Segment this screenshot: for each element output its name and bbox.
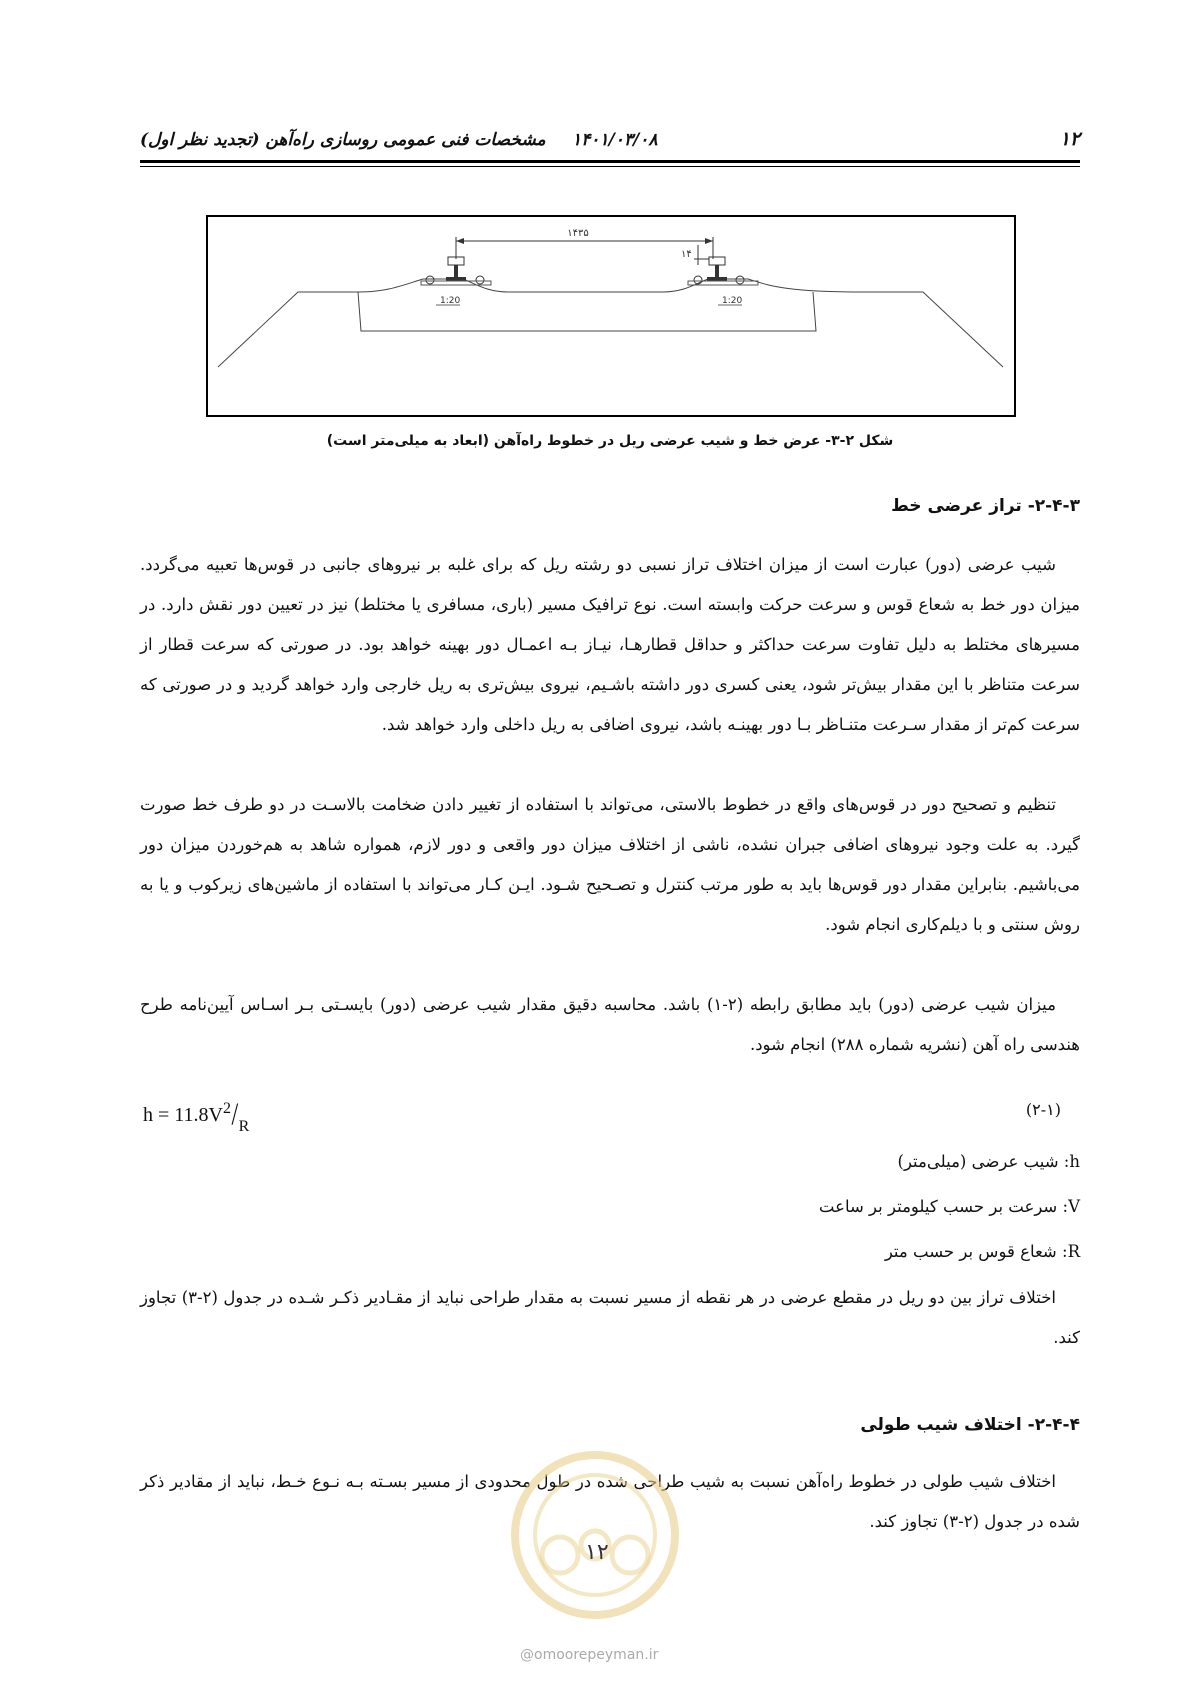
- paragraph-1: شیب عرضی (دور) عبارت است از میزان اختلاف تراز نسبی دو رشته ریل که برای غلبه بر نیروهای جانبی در قوس‌ها تعبیه می‌گردد. میزان دور خط به شعاع قوس و سرعت حرکت وابسته است. نوع ترافیک مسیر (باری، مسافری یا مختلط) نیز در تعیین دور نقش دارد. در مسیرهای مختلط به دلیل تفاوت سرعت حداکثر و حداقل قطارهـا، نیـاز بـه اعمـال دور بهینه خواهد بود. در صورتی که سرعت قطار از سرعت متناظر با این مقدار بیش‌تر شود، یعنی کسری دور داشته باشـیم، نیروی بیش‌تری به ریل خارجی وارد خواهد گردید و در صورتی که سرعت کم‌تر از مقدار سـرعت متنـاظر بـا دور بهینـه باشد، نیروی اضافی به ریل داخلی وارد خواهد شد.: [140, 555, 1080, 734]
- incl-left-label: 1:20: [440, 296, 461, 306]
- track-cross-section-figure: [206, 215, 1016, 417]
- paragraph-3: میزان شیب عرضی (دور) باید مطابق رابطه (۲-۱) باشد. محاسبه دقیق مقدار شیب عرضی (دور) بایسـتی بـر اسـاس آیین‌نامه طرح هندسی راه آهن (نشریه شماره ۲۸۸) انجام شود.: [140, 995, 1080, 1054]
- gauge-label: ۱۴۳۵: [567, 228, 589, 239]
- paragraph-2: تنظیم و تصحیح دور در قوس‌های واقع در خطوط بالاستی، می‌تواند با استفاده از تغییر دادن ضخامت بالاسـت در دو طرف خط صورت گیرد. به علت وجود نیروهای اضافی جبران نشده، ناشی از اختلاف میزان دور واقعی و دور لازم، همواره شاهد به هم‌خوردن میزان دور می‌باشیم. بنابراین مقدار دور قوس‌ها باید به طور مرتب کنترل و تصـحیح شـود. ایـن کـار می‌تواند با استفاده از ماشین‌های زیرکوب و یا به روش سنتی و با دیلم‌کاری انجام شود.: [140, 795, 1080, 934]
- paragraph-5: اختلاف شیب طولی در خطوط راه‌آهن نسبت به شیب طراحی شده در طول محدودی از مسیر بسـته بـه نـوع خـط، نباید از مقادیر ذکر شده در جدول (۲-۳) تجاوز کند.: [140, 1472, 1080, 1531]
- footer-page-number: ۱۲: [585, 1540, 609, 1565]
- footer-watermark: @omoorepeyman.ir: [520, 1647, 659, 1663]
- definition-v: V: سرعت بر حسب کیلومتر بر ساعت: [818, 1197, 1080, 1216]
- header-rule-thick: [140, 160, 1080, 163]
- superelevation-formula: $h = 11.8V^2/_R$: [143, 1097, 250, 1135]
- definition-r: R: شعاع قوس بر حسب متر: [884, 1242, 1080, 1261]
- document-date: ۱۴۰۱/۰۳/۰۸: [572, 130, 658, 150]
- watermark-seal-icon: [505, 1445, 685, 1625]
- left-rail: [421, 257, 491, 285]
- definition-h: h: شیب عرضی (میلی‌متر): [897, 1152, 1080, 1171]
- header-rule-thin: [140, 166, 1080, 167]
- document-title: مشخصات فنی عمومی روسازی راه‌آهن (تجدید نظر اول): [140, 130, 546, 150]
- equation-number: (۲-۱): [1025, 1100, 1061, 1119]
- paragraph-4: اختلاف تراز بین دو ریل در مقطع عرضی در هر نقطه از مسیر نسبت به مقدار طراحی نباید از مقـادیر ذکـر شـده در جدول (۲-۳) تجاوز کند.: [140, 1288, 1080, 1347]
- section-heading-longitudinal-grade: ۲-۴-۴- اختلاف شیب طولی: [860, 1415, 1080, 1435]
- header-page-number: ۱۲: [1059, 128, 1080, 150]
- section-heading-cross-level: ۲-۴-۳- تراز عرضی خط: [891, 496, 1080, 516]
- offset-label: ۱۴: [681, 249, 692, 260]
- figure-caption: شکل ۲-۳- عرض خط و شیب عرضی ریل در خطوط راه‌آهن (ابعاد به میلی‌متر است): [326, 433, 894, 449]
- page-header: [140, 128, 1080, 158]
- track-diagram: [208, 217, 1014, 415]
- incl-right-label: 1:20: [722, 296, 743, 306]
